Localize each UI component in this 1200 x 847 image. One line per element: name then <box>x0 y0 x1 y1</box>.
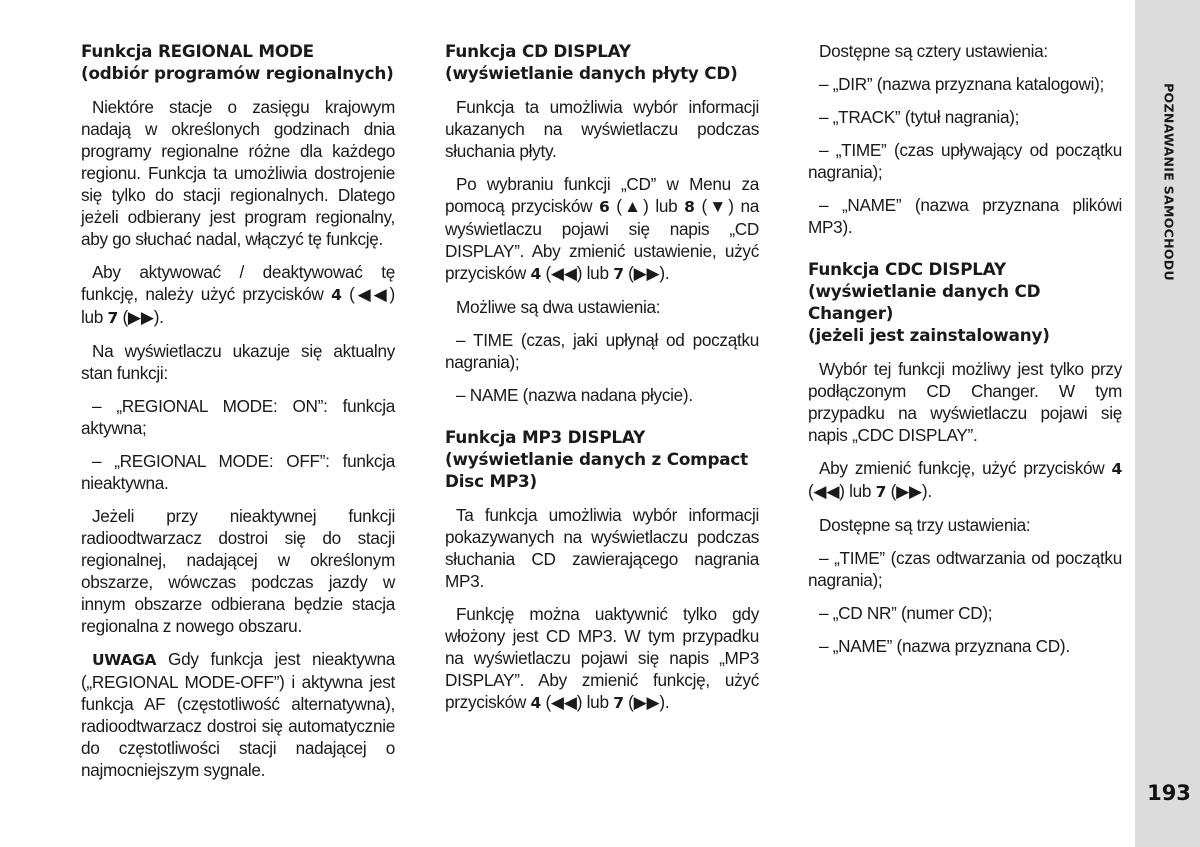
heading-line: (odbiór programów regionalnych) <box>81 63 394 83</box>
paragraph: Ta funkcja umożliwia wybór informacji pokazywanych na wyświetlaczu podczas słuchania CD zawierającego nagrania MP3. <box>445 505 759 591</box>
section-title <box>1159 44 1179 319</box>
list-item: – „CD NR” (numer CD); <box>819 603 993 623</box>
heading-line: (jeżeli jest zainstalowany) <box>808 325 1050 345</box>
heading-line: (wyświetlanie danych z Compact <box>445 449 748 469</box>
list-item: – NAME (nazwa nadana płycie). <box>456 385 693 405</box>
heading-line: Funkcja CD DISPLAY <box>445 41 631 61</box>
list-item: – „NAME” (nazwa przyznana plikówi MP3). <box>808 195 1122 237</box>
warning-note: UWAGA Gdy funkcja jest nieaktywna („REGIONAL MODE-OFF”) i aktywna jest funkcja AF (częstotliwość alternatywna), radioodtwarzacz dostroi się automatycznie do częstotliwości stacji nadającej o najmocniejszym sygnale. <box>81 649 395 780</box>
list-item: – „REGIONAL MODE: ON”: funkcja aktywna; <box>81 396 395 438</box>
paragraph: Aby zmienić funkcję, użyć przycisków 4 (◀◀) lub 7 (▶▶). <box>808 458 1122 501</box>
heading-line: (wyświetlanie danych CD Changer) <box>808 281 1041 323</box>
section-title-text: POZNAWANIE SAMOCHODU <box>1161 82 1177 281</box>
cdc-display-heading <box>808 258 1122 346</box>
paragraph: Funkcja ta umożliwia wybór informacji ukazanych na wyświetlaczu podczas słuchania płyty. <box>445 97 759 161</box>
list-item: – „TRACK” (tytuł nagrania); <box>819 107 1020 127</box>
paragraph: Na wyświetlaczu ukazuje się aktualny stan funkcji: <box>81 341 395 383</box>
paragraph: Możliwe są dwa ustawienia: <box>456 297 661 317</box>
paragraph: Wybór tej funkcji możliwy jest tylko przy podłączonym CD Changer. W tym przypadku na wyświetlaczu pojawi się napis „CDC DISPLAY”. <box>808 359 1122 445</box>
column-1 <box>81 40 395 792</box>
list-item: – „TIME” (czas upływający od początku nagrania); <box>808 140 1122 182</box>
paragraph: Niektóre stacje o zasięgu krajowym nadają w określonych godzinach dnia programy regionalne różne dla każdego regionu. Funkcja ta umożliwia dostrojenie się tylko do stacji regionalnych. Dlatego jeżeli odbierany jest program regionalny, aby go słuchać nadal, włączyć tę funkcję. <box>81 97 395 249</box>
list-item: – „TIME” (czas odtwarzania od początku nagrania); <box>808 548 1122 590</box>
warning-label: UWAGA <box>92 651 157 669</box>
column-3 <box>808 40 1122 668</box>
mp3-display-heading <box>445 426 759 492</box>
heading-line: Funkcja REGIONAL MODE <box>81 41 314 61</box>
paragraph: Jeżeli przy nieaktywnej funkcji radioodtwarzacz dostroi się do stacji regionalnej, nadającej w określonym obszarze, wówczas podczas jazdy w innym obszarze odbierana będzie stacja regionalna z nowego obszaru. <box>81 506 395 636</box>
paragraph: Aby aktywować / deaktywować tę funkcję, należy użyć przycisków 4 (◀◀) lub 7 (▶▶). <box>81 262 395 327</box>
list-item: – „NAME” (nazwa przyznana CD). <box>819 636 1070 656</box>
cd-display-heading <box>445 40 759 84</box>
paragraph: Po wybraniu funkcji „CD” w Menu za pomocą przycisków 6 (▲) lub 8 (▼) na wyświetlaczu pojawi się napis „CD DISPLAY”. Aby zmienić ustawienie, użyć przycisków 4 (◀◀) lub 7 (▶▶). <box>445 174 759 283</box>
paragraph: Dostępne są trzy ustawienia: <box>819 515 1031 535</box>
heading-line: Funkcja MP3 DISPLAY <box>445 427 646 447</box>
paragraph: Dostępne są cztery ustawienia: <box>819 41 1048 61</box>
list-item: – TIME (czas, jaki upłynął od początku nagrania); <box>445 330 759 372</box>
heading-line: Disc MP3) <box>445 471 538 491</box>
page-number: 193 <box>1147 781 1191 805</box>
heading-line: (wyświetlanie danych płyty CD) <box>445 63 738 83</box>
heading-line: Funkcja CDC DISPLAY <box>808 259 1006 279</box>
paragraph: Funkcję można uaktywnić tylko gdy włożony jest CD MP3. W tym przypadku na wyświetlaczu pojawi się napis „MP3 DISPLAY”. Aby zmienić funkcję, użyć przycisków 4 (◀◀) lub 7 (▶▶). <box>445 604 759 712</box>
list-item: – „REGIONAL MODE: OFF”: funkcja nieaktywna. <box>81 451 395 493</box>
list-item: – „DIR” (nazwa przyznana katalogowi); <box>819 74 1105 94</box>
regional-mode-heading <box>81 40 395 84</box>
column-2 <box>445 40 759 725</box>
